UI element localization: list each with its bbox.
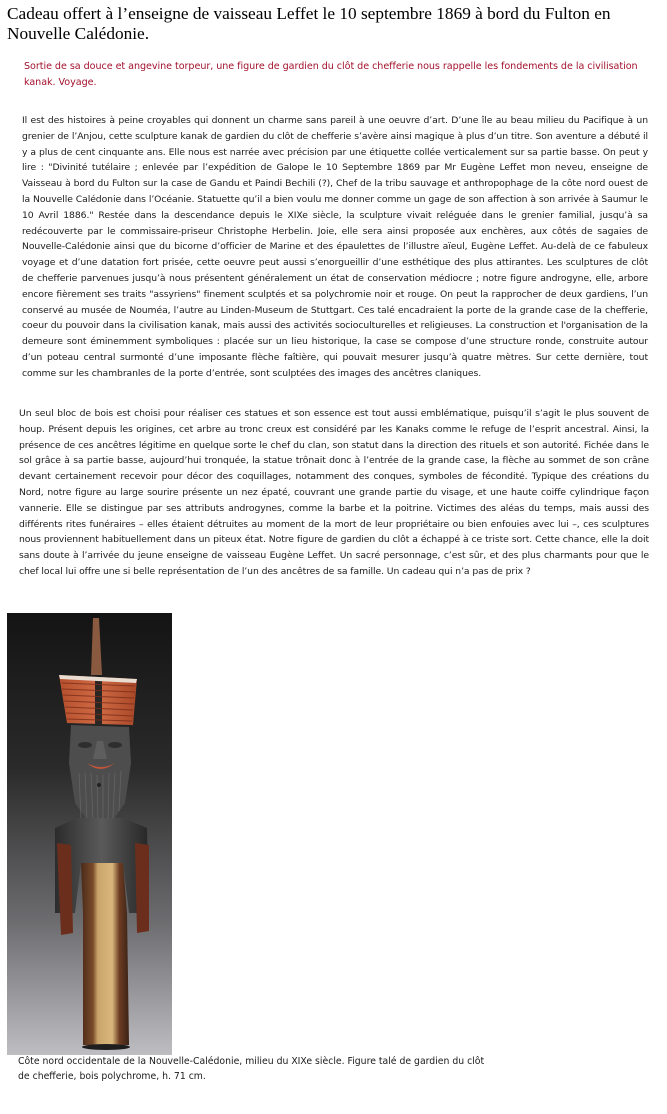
figure-caption [18,1055,538,1084]
article-title: Cadeau offert à l’enseigne de vaisseau Leffet le 10 septembre 1869 à bord du Fulton en Nouvelle Calédonie. [7,4,611,43]
caption-line-2: de chefferie, bois polychrome, h. 71 cm. [18,1070,206,1082]
article-paragraph-1: Il est des histoires à peine croyables qui donnent un charme sans pareil à une oeuvre d’art. D’une île au beau milieu du Pacifique à un grenier de l’Anjou, cette sculpture kanak de gardien du clôt de chefferie s’avère ainsi magique à plus d’un titre. Son aventure a débuté il y a plus de cent cinquante ans. Elle nous est narrée avec précision par une étiquette collée verticalement sur sa partie basse. On peut y lire : "Divinité tutélaire ; enlevée par l’expédition de Galope le 10 Septembre 1869 par Mr Eugène Leffet mon neveu, enseigne de Vaisseau à bord du Fulton sur la case de Gandu et Paindi Bechili (?), Chef de la tribu sauvage et anthropophage de la côte nord ouest de la Nouvelle Calédonie dans l’Océanie. Statuette qu’il a bien voulu me donner comme un gage de son affection à son arrivée à Saumur le 10 Avril 1886." Restée dans la descendance depuis le XIXe siècle, la sculpture vivait reléguée dans le grenier familial, jusqu’à sa redécouverte par le commissaire-priseur Christophe Herbelin. Joie, elle sera ainsi proposée aux enchères, aux côtés de sagaies de Nouvelle-Calédonie ainsi que du bicorne d’officier de Marine et des épaulettes de l’illustre aïeul, Eugène Leffet. Au-delà de ce fabuleux voyage et d’une datation fort prisée, cette oeuvre peut aussi s’enorgueillir d’une esthétique des plus attirantes. Les sculptures de clôt de chefferie parvenues jusqu’à nous présentent généralement un état de conservation médiocre ; notre figure androgyne, elle, arbore encore fièrement ses traits "assyriens" finement sculptés et sa polychromie noir et rouge. On peut la rapprocher de deux gardiens, l’un conservé au musée de Nouméa, l’autre au Linden-Museum de Stuttgart. Ces talé encadraient la porte de la grande case de la chefferie, coeur du pouvoir dans la civilisation kanak, mais aussi des activités socioculturelles et religieuses. La construction et l'organisation de la demeure sont éminemment symboliques : placée sur un lieu historique, la case se compose d’une structure ronde, construite autour d’un poteau central surmonté d’une imposante flèche faîtière, qui pouvait mesurer jusqu’à quatre mètres. Sur cette dernière, tout comme sur les chambranles de la porte d’entrée, sont sculptées des images des ancêtres claniques. [22,115,648,379]
caption-line-1: Côte nord occidentale de la Nouvelle-Calédonie, milieu du XIXe siècle. Figure talé de gardien du clôt [18,1056,485,1067]
sculpture-photo [7,613,172,1055]
article-paragraph-2: Un seul bloc de bois est choisi pour réaliser ces statues et son essence est tout aussi emblématique, puisqu’il s’agit le plus souvent de houp. Présent depuis les origines, cet arbre au tronc creux est considéré par les Kanaks comme le refuge de l’esprit ancestral. Ainsi, la présence de ces ancêtres légitime en quelque sorte le chef du clan, son statut dans la direction des rituels et son autorité. Fichée dans le sol grâce à sa partie basse, aujourd’hui tronquée, la statue trônait donc à l’entrée de la grande case, la flèche au sommet de son crâne devant certainement recevoir pour décor des coquillages, notamment des conques, symboles de fécondité. Typique des créations du Nord, notre figure au large sourire présente un nez épaté, couvrant une grande partie du visage, et une haute coiffe cylindrique façon vannerie. Elle se distingue par ses attributs androgynes, comme la barbe et la poitrine. Victimes des aléas du temps, mais aussi des différents rites funéraires – elles étaient détruites au moment de la mort de leur propriétaire ou bien enfouies avec lui –, ces sculptures nous proviennent habituellement dans un piteux état. Notre figure de gardien du clôt a échappé à ce triste sort. Cette chance, elle la doit sans doute à l’arrivée du jeune enseigne de vaisseau Eugène Leffet. Un sacré personnage, c’est sûr, et des plus charmants pour que le chef local lui offre une si belle représentation de l’un des ancêtres de sa famille. Un cadeau qui n’a pas de prix ? [19,408,649,577]
article-intro: Sortie de sa douce et angevine torpeur, une figure de gardien du clôt de chefferie nous rappelle les fondements de la civilisation kanak. Voyage. [24,61,638,88]
right-arm [135,843,149,933]
base-post [81,863,129,1045]
